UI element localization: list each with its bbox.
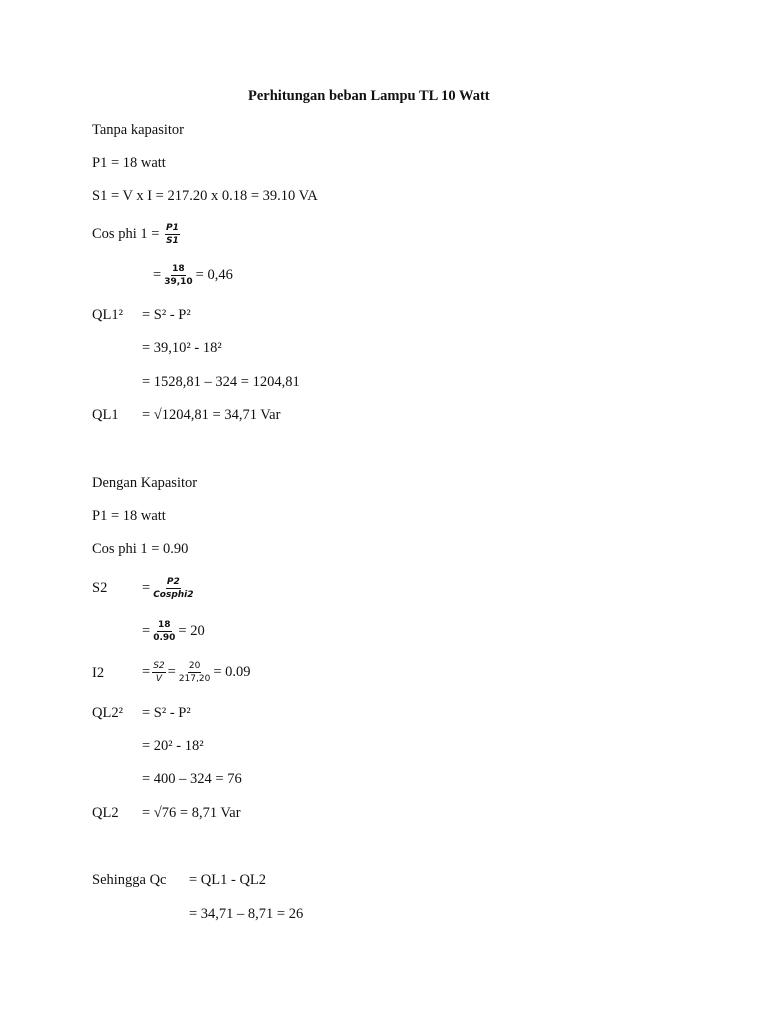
fraction-numerator: 20 — [188, 661, 201, 672]
fraction-numerator: 18 — [172, 264, 185, 275]
fraction-denominator: 0.90 — [153, 633, 176, 644]
section-heading-tanpa: Tanpa kapasitor — [92, 122, 184, 138]
section-heading-dengan: Dengan Kapasitor — [92, 475, 198, 491]
ql2-value: = √76 = 8,71 Var — [142, 805, 241, 821]
fraction-numerator: S2 — [153, 661, 165, 672]
ql2-squared-result: = 400 – 324 = 76 — [142, 771, 242, 787]
fraction-numerator: 18 — [158, 620, 171, 631]
ql2-squared-substitution: = 20² - 18² — [142, 738, 204, 754]
fraction-numerator: P2 — [166, 577, 180, 588]
ql2-squared-formula: = S² - P² — [142, 705, 191, 721]
p1-line-2: P1 = 18 watt — [92, 508, 166, 524]
ql2-label: QL2 — [92, 805, 119, 821]
cos-phi-given: Cos phi 1 = 0.90 — [92, 541, 189, 557]
s2-result: = 20 — [178, 623, 205, 639]
ql1-squared-substitution: = 39,10² - 18² — [142, 340, 222, 356]
ql1-value: = √1204,81 = 34,71 Var — [142, 407, 281, 423]
equals-sign: = — [142, 664, 151, 680]
fraction-18-090 — [152, 620, 176, 643]
s2-result-line — [142, 619, 205, 643]
i2-formula — [142, 660, 251, 684]
page-title: Perhitungan beban Lampu TL 10 Watt — [248, 88, 490, 104]
cos-phi-label: Cos phi 1 = — [92, 226, 164, 242]
fraction-denominator: 217,20 — [178, 674, 211, 685]
ql1-squared-formula: = S² - P² — [142, 307, 191, 323]
equals-sign: = — [167, 664, 176, 680]
equals-sign: = — [142, 580, 151, 596]
fraction-p2-cosphi2 — [152, 577, 194, 600]
fraction-numerator: P1 — [166, 223, 179, 234]
fraction-20-217 — [178, 661, 212, 684]
fraction-denominator: V — [155, 674, 162, 685]
cos-phi-line — [92, 222, 182, 246]
s2-formula — [142, 576, 197, 600]
cos-phi-result: = 0,46 — [195, 267, 233, 283]
s1-line: S1 = V x I = 217.20 x 0.18 = 39.10 VA — [92, 188, 318, 204]
fraction-s2-v — [152, 661, 165, 684]
s2-label: S2 — [92, 580, 108, 596]
fraction-p1-s1 — [165, 223, 180, 246]
fraction-denominator: Cosphi2 — [153, 590, 194, 601]
equals-sign: = — [142, 623, 151, 639]
p1-line: P1 = 18 watt — [92, 155, 166, 171]
ql1-squared-label: QL1² — [92, 307, 123, 323]
qc-formula: = QL1 - QL2 — [189, 872, 267, 888]
i2-result: = 0.09 — [213, 664, 251, 680]
fraction-denominator: 39,10 — [164, 277, 193, 288]
fraction-18-39 — [163, 264, 193, 287]
qc-result: = 34,71 – 8,71 = 26 — [189, 906, 304, 922]
cos-phi-result-line — [153, 263, 233, 287]
fraction-denominator: S1 — [166, 236, 179, 247]
equals-sign: = — [153, 267, 162, 283]
ql1-squared-result: = 1528,81 – 324 = 1204,81 — [142, 374, 300, 390]
i2-label: I2 — [92, 665, 105, 681]
ql2-squared-label: QL2² — [92, 705, 123, 721]
ql1-label: QL1 — [92, 407, 119, 423]
qc-label: Sehingga Qc — [92, 872, 167, 888]
